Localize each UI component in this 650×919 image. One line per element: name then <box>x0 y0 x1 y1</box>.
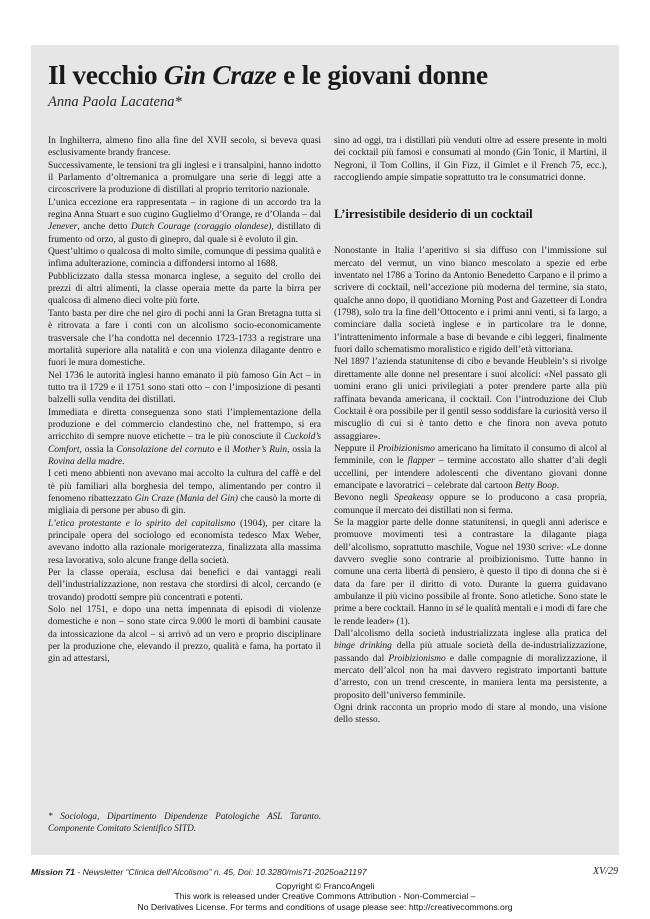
text-run: – termine accostato allo shatter d’ali degli uccellini, per intendere adolescenti che diventano giovani donne emancipate e lavoratrici – celebrate dal cartoon <box>334 456 607 491</box>
text-run: oppure se lo producono a casa propria, comunque il mercato dei distillati non si ferma. <box>334 493 608 516</box>
italic-text: Consolazione del cornuto <box>116 444 215 455</box>
paragraph <box>48 197 321 246</box>
paragraph <box>48 370 321 407</box>
paragraph <box>334 628 607 702</box>
text-run: In Inghilterra, almeno fino alla fine del XVII secolo, si beveva quasi esclusivamente brandy francese. <box>48 136 321 159</box>
paragraph <box>48 246 321 271</box>
text-run: Nel 1736 le autorità inglesi hanno emanato il più famoso Gin Act – in tutto tra il 1729 e il 1751 sono stati otto – con l’imposizione di pesanti balzelli sulla vendita dei distillati. <box>48 370 321 406</box>
italic-text: Cuckold’s Comfort <box>48 432 321 455</box>
text-run: Neppure il <box>334 443 378 454</box>
paragraph <box>334 443 607 492</box>
text-run: Bevono negli <box>334 493 395 504</box>
paragraph <box>48 518 321 567</box>
text-run: , ossia la <box>287 444 322 455</box>
paragraph <box>334 517 607 628</box>
text-run: sino ad oggi, tra i distillati più venduti oltre ad essere presente in molti dei cocktail più famosi e consumati al mondo (Gin Tonic, il Martini, il Negroni, il Tom Collins, il Gin Fizz, il Gimlet e il French 75, ecc.), raccogliendo ampie simpatie soprattutto tra le consumatrici donne. <box>334 136 607 184</box>
text-run: Nel 1897 l’azienda statunitense di cibo e bevande Heublein’s si rivolge direttamente alle donne nel presentare i suoi alcolici: «Nel passato gli uomini erano gli unici privilegiati a poter prendere parte alla più raffinata bevanda americana, il cocktail. Con l’introduzione dei Club Cocktail è ora possibile per il gentil sesso soddisfare la curiosità verso il miscuglio di cui si è tanto detto e che finora non aveva potuto assaggiare». <box>334 357 607 442</box>
italic-text: sé <box>455 604 464 615</box>
copyright-line: Copyright © FrancoAngeli <box>275 881 375 891</box>
paragraph <box>334 245 607 356</box>
article-title: Il vecchio Gin Craze e le giovani donne <box>48 59 488 90</box>
copyright-notice <box>0 881 650 912</box>
italic-text: Speakeasy <box>394 493 434 504</box>
text-run: Solo nel 1751, e dopo una netta impennata di episodi di violenze domestiche e non – sono state circa 9.000 le morti di bambini causate da intossicazione da alcol – si arrivò ad un vero e proprio disciplinare per la produzione che, elevando il prezzo, qualità e fama, ha portato il gin ad attestarsi, <box>48 605 321 665</box>
text-run: Tanto basta per dire che nel giro di pochi anni la Gran Bretagna tutta si è ritrovata a fare i conti con un alcolismo socio-economicamente trasversale che l’ha condotta nel decennio 1723-1733 a registrare una mortalità superiore alla natalità e con una violenza dilagante dentro e fuori le mura domestiche. <box>48 308 321 369</box>
text-run: Pubblicizzato dalla stessa monarca inglese, a seguito del crollo dei prezzi di altri alimenti, la classe operaia mette da parte la birra per qualcosa di almeno dieci volte più forte. <box>48 271 321 307</box>
paragraph <box>48 271 321 308</box>
author-footnote: * Sociologa, Dipartimento Dipendenze Patologiche ASL Taranto. Componente Comitato Scientifico SITD. <box>48 811 321 834</box>
license-line: This work is released under Creative Commons Attribution - Non-Commercial – <box>174 891 476 902</box>
text-run: della più attuale società della de-industrializzazione, passando dal <box>334 641 607 664</box>
section-heading: L’irresistibile desiderio di un cocktail <box>334 207 533 222</box>
text-run: , anche detto <box>77 222 131 233</box>
text-run: le qualità mentali e i modi di fare che le rende leader» (1). <box>334 604 608 627</box>
right-column-body <box>334 245 607 726</box>
text-run: . <box>556 480 560 491</box>
paragraph <box>48 135 321 160</box>
paragraph <box>48 604 321 666</box>
italic-text: binge drinking <box>334 641 392 652</box>
article-author: Anna Paola Lacatena* <box>48 94 182 110</box>
right-column <box>334 135 607 727</box>
paragraph <box>48 468 321 517</box>
italic-text: L’etica protestante e lo spirito del capitalismo <box>48 518 236 529</box>
text-run: Successivamente, le tensioni tra gli inglesi e i transalpini, hanno indotto il Parlamento d’oltremanica a promulgare una serie di leggi atte a circoscrivere la produzione di distillati al proprio territorio nazionale. <box>48 160 321 196</box>
text-run: Nonostante in Italia l’aperitivo si sia diffuso con l’immissione sul mercato del vermut, un vino bianco mescolato a spezie ed erbe inventato nel 1786 a Torino da Antonio Benedetto Carpano e il primo a scrivere di cocktail, nell’accezione più moderna del termine, sia stato, qualche anno dopo, il quotidiano Morning Post and Gazetteer di Londra (1798), solo tra la fine dell’Ottocento e i primi anni venti, si fa largo, a cominciare dalla società inglese e in particolare tra le donne, l’intrattenimento informale a base di bevande e cibi leggeri, finalmente fuori dallo schematismo moralistico e rigido dell’età vittoriana. <box>334 246 607 356</box>
paragraph <box>334 356 607 442</box>
italic-text: Betty Boop <box>515 480 557 491</box>
italic-text: Gin Craze (Mania del Gin) <box>134 493 238 504</box>
text-run: L’unica eccezione era rappresentata – in ragione di un accordo tra la regina Anna Stuart e suo cugino Guglielmo d’Orange, re d’Olanda – dal <box>48 197 321 221</box>
text-run: e dalle compagnie di moralizzazione, il mercato dell’alcol non ha mai davvero registrato importanti battute d’arresto, con un trend crescente, in maniera lenta ma persistente, a proposito dell’universo femminile. <box>334 653 607 701</box>
text-run: Dall’alcolismo della società industrializzata inglese alla pratica del <box>334 629 607 640</box>
citation-footer: Mission 71 - Newsletter “Clinica dell’Alcolismo” n. 45, Doi: 10.3280/mis71-2025oa21197 <box>31 867 367 877</box>
italic-text: Dutch Courage (coraggio olandese) <box>130 222 272 233</box>
page-number: XV/29 <box>593 866 618 877</box>
italic-text: Proibizionismo <box>377 443 435 454</box>
text-run: e il <box>214 444 233 455</box>
text-run: Ogni drink racconta un proprio modo di stare al mondo, una visione dello stesso. <box>334 703 607 726</box>
text-run: . <box>122 456 125 467</box>
left-column <box>48 135 321 666</box>
text-run: I ceti meno abbienti non avevano mai accolto la cultura del caffè e del tè più familiari alla borghesia del tempo, alimentando per contro il fenomeno ribattezzato <box>48 469 321 504</box>
italic-text: Proibizionismo <box>388 653 446 664</box>
paragraph <box>48 567 321 604</box>
text-run: Se la maggior parte delle donne statunitensi, in quegli anni aderisce e promuove movimenti tesi a contrastare la dilagante piaga dell’alcolismo, soprattutto maschile, Vogue nel 1930 scrive: «Le donne davvero sveglie sono contrarie al proibizionismo. Tutte hanno in comune una certa libertà di pensiero, è questo il tipo di donna che si è data da fare per il diritto di voto. Durante la guerra guidavano ambulanze il più vicino possibile al fronte. Sono atletiche. Sono state le prime a bere cocktail. Hanno in <box>334 517 607 615</box>
paragraph <box>48 407 321 469</box>
text-run: Immediata e diretta conseguenza sono stati l’implementazione della produzione e del commercio clandestino che, nel frattempo, si era arricchito di sempre nuove etichette – tra le più conosciute il <box>48 407 321 443</box>
paragraph <box>334 492 607 517</box>
text-run: (1904), per citare la principale opera del sociologo ed economista tedesco Max Weber, avevano indotto alla razionale morigeratezza, finalizzata alla massima resa lavorativa, solo alcune frange della società. <box>48 518 321 566</box>
license-link-line: No Derivatives License. For terms and conditions of usage please see: http://creativecommons.org <box>137 901 513 912</box>
text-run: che causò la morte di migliaia di persone per abuso di gin. <box>48 493 322 517</box>
italic-text: flapper <box>407 456 435 467</box>
title-italic: Gin Craze <box>163 59 277 90</box>
text-run: , distillato di frumento od orzo, al gusto di ginepro, dal quale si è evoluto il gin. <box>48 222 322 245</box>
italic-text: Mother’s Ruin <box>232 444 288 455</box>
text-run: , ossia la <box>79 444 117 455</box>
italic-text: Rovina della madre <box>48 456 123 467</box>
italic-text: Jenever <box>48 222 78 233</box>
paragraph <box>334 702 607 727</box>
paragraph <box>48 160 321 197</box>
text-run: Quest’ultimo o qualcosa di molto simile, comunque di pessima qualità e infima adulterazione, comincia a diffondersi intorno al 1688. <box>48 247 321 270</box>
article-page <box>31 45 619 855</box>
paragraph <box>48 308 321 370</box>
text-run: americano ha limitato il consumo di alcol al femminile, con le <box>334 443 607 467</box>
paragraph <box>334 135 607 184</box>
text-run: Per la classe operaia, esclusa dai benefici e dai vantaggi reali dell’industrializzazione, non restava che stordirsi di alcol, cercando (e trovando) prodotti sempre più concentrati e potenti. <box>48 568 321 603</box>
right-column-intro <box>334 135 607 184</box>
